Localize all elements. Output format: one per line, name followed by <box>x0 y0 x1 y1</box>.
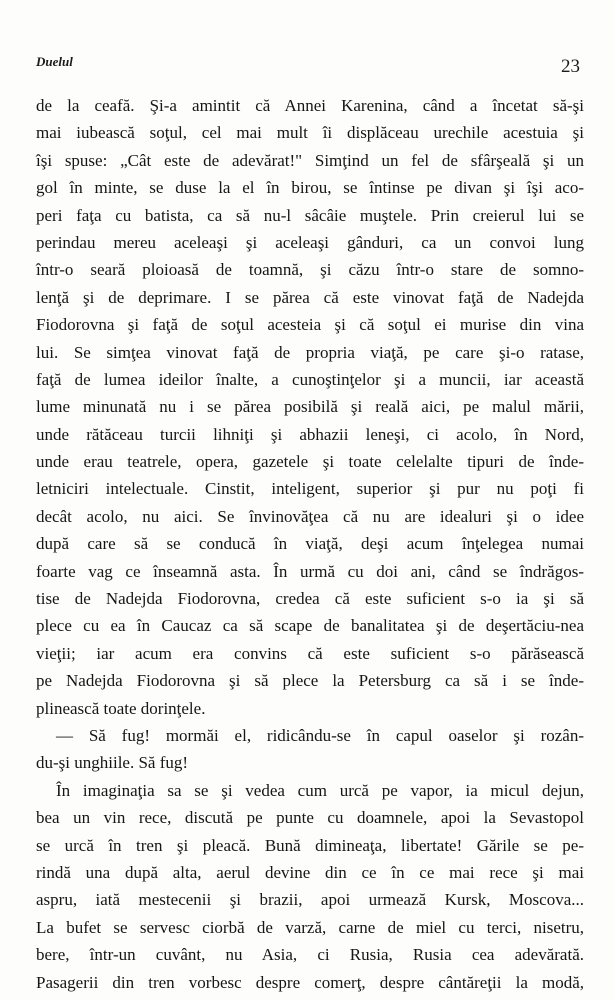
text-line: faţă de lumea ideilor înalte, a cunoştinţelor şi a muncii, iar această <box>36 369 584 389</box>
text-line: perindau mereu aceleaşi şi aceleaşi gânduri, ca un convoi lung <box>36 232 584 252</box>
body-text <box>36 92 584 996</box>
page-number: 23 <box>561 56 580 77</box>
text-line: după care să se conducă în viaţă, deşi acum înţelegea numai <box>36 534 584 554</box>
text-line: foarte vag ce înseamnă asta. În urmă cu doi ani, când se îndrăgos- <box>36 561 584 581</box>
text-line: lenţă şi de deprimare. I se părea că este vinovat faţă de Nadejda <box>36 287 584 307</box>
text-line: du-şi unghiile. Să fug! <box>36 753 189 773</box>
text-line: lui. Se simţea vinovat faţă de propria viaţă, pe care şi-o ratase, <box>36 342 584 362</box>
running-title: Duelul <box>36 54 73 69</box>
text-line: plinească toate dorinţele. <box>36 698 206 718</box>
text-line: decât acolo, nu aici. Se învinovăţea că nu are idealuri şi o idee <box>36 506 584 526</box>
text-line: gol în minte, se duse la el în birou, se întinse pe divan şi îşi aco- <box>36 178 584 198</box>
text-line: bere, într-un cuvânt, nu Asia, ci Rusia, Rusia cea adevărată. <box>36 945 584 965</box>
text-line: Fiodorovna şi faţă de soţul acesteia şi că soţul ei murise din vina <box>36 315 584 335</box>
text-line: letniciri intelectuale. Cinstit, inteligent, superior şi pur nu poţi fi <box>36 479 584 499</box>
text-line: În imaginaţia sa se şi vedea cum urcă pe vapor, ia micul dejun, <box>56 780 584 800</box>
text-line: — Să fug! mormăi el, ridicându-se în capul oaselor şi rozân- <box>56 725 584 745</box>
text-line: bea un vin rece, discută pe punte cu doamnele, apoi la Sevastopol <box>36 808 584 828</box>
text-line: mai iubească soţul, cel mai mult îi displăceau urechile acestuia şi <box>36 123 584 143</box>
text-line: de la ceafă. Şi-a amintit că Annei Karenina, când a încetat să-şi <box>36 96 584 115</box>
text-line: La bufet se servesc ciorbă de varză, carne de miel cu terci, nisetru, <box>36 917 584 937</box>
text-line: vieţii; iar acum era convins că este suficient s-o părăsească <box>36 643 584 663</box>
text-line: pe Nadejda Fiodorovna şi să plece la Petersburg ca să i se înde- <box>36 671 584 691</box>
text-line: tise de Nadejda Fiodorovna, credea că este suficient s-o ia şi să <box>36 589 584 609</box>
text-line: aspru, iată mestecenii şi brazii, apoi urmează Kursk, Moscova... <box>36 890 584 910</box>
text-line: se urcă în tren şi pleacă. Bună dimineaţa, libertate! Gările se pe- <box>36 835 584 855</box>
text-line: într-o seară ploioasă de toamnă, şi căzu într-o stare de somno- <box>36 260 584 280</box>
text-line: plece cu ea în Caucaz ca să scape de banalitatea şi de deşertăciu-nea <box>36 616 584 636</box>
text-line: îşi spuse: „Cât este de adevărat!" Simţind un fel de sfârşeală şi un <box>36 150 584 170</box>
text-line: peri faţa cu batista, ca să nu-l sâcâie muştele. Prin creierul lui se <box>36 205 584 225</box>
text-line: unde erau teatrele, opera, gazetele şi toate celelalte tipuri de înde- <box>36 452 584 472</box>
text-line: lume minunată nu i se părea posibilă şi reală aici, pe malul mării, <box>36 397 584 417</box>
text-line: rindă una după alta, aerul devine din ce în ce mai rece şi mai <box>36 862 584 882</box>
text-line: unde rătăceau turcii lihniţi şi abhazii leneşi, ci acolo, în Nord, <box>36 424 584 444</box>
text-line: Pasagerii din tren vorbesc despre comerţ, despre cântăreţii la modă, <box>36 972 584 992</box>
